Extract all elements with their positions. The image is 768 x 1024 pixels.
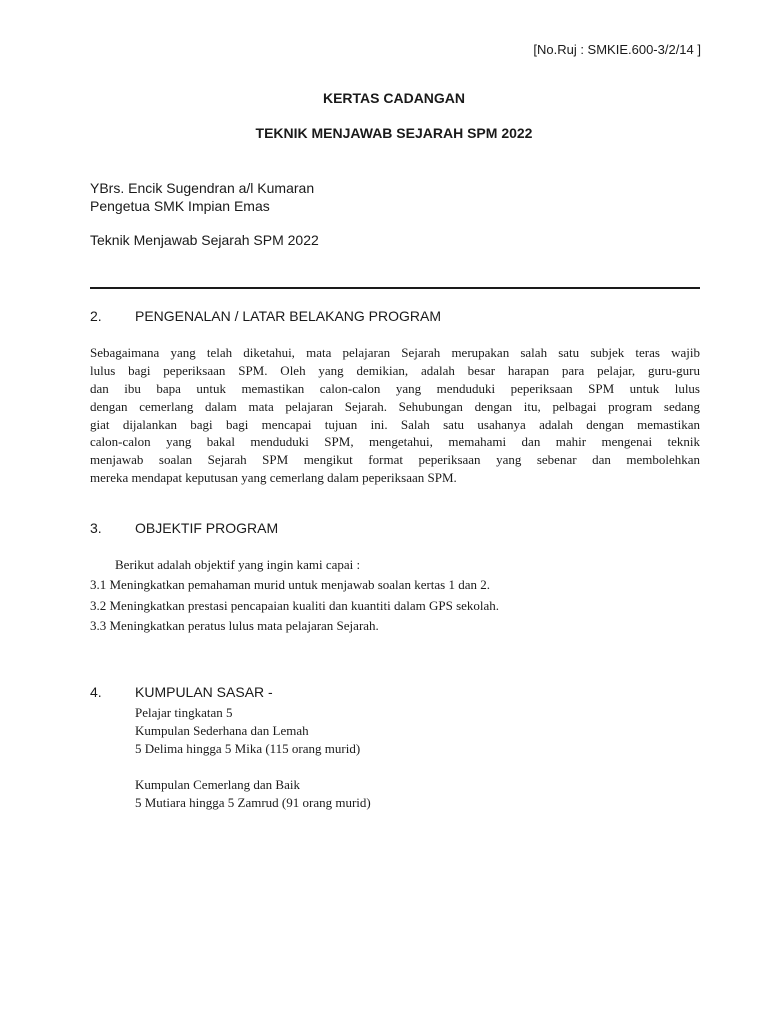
addressee-name: YBrs. Encik Sugendran a/l Kumaran xyxy=(90,180,315,196)
paragraph-line: dan ibu bapa untuk memastikan calon-calon yang menduduki peperiksaan SPM untuk lulus xyxy=(90,380,700,396)
target-group-line: Kumpulan Sederhana dan Lemah xyxy=(135,723,309,738)
paragraph-line: lulus bagi peperiksaan SPM. Oleh yang demikian, adalah besar harapan para pelajar, guru-guru xyxy=(90,362,700,378)
target-group-line: Kumpulan Cemerlang dan Baik xyxy=(135,777,300,792)
section-title: PENGENALAN / LATAR BELAKANG PROGRAM xyxy=(135,308,442,324)
target-group-line: 5 Mutiara hingga 5 Zamrud (91 orang murid) xyxy=(135,795,371,810)
section-number: 2. xyxy=(90,308,102,324)
background-paragraph xyxy=(90,344,700,487)
objective-item: 3.3 Meningkatkan peratus lulus mata pelajaran Sejarah. xyxy=(90,618,379,633)
paragraph-line: menjawab soalan Sejarah SPM mengikut format peperiksaan yang sebenar dan membolehkan xyxy=(90,452,700,468)
paragraph-line: mereka mendapat keputusan yang cemerlang dalam peperiksaan SPM. xyxy=(90,470,457,486)
paragraph-line: giat dijalankan bagi bagi mencapai tujuan ini. Salah satu usahanya adalah dengan memastikan xyxy=(90,416,700,432)
objective-item: 3.2 Meningkatkan prestasi pencapaian kualiti dan kuantiti dalam GPS sekolah. xyxy=(90,598,500,613)
target-group-line: 5 Delima hingga 5 Mika (115 orang murid) xyxy=(135,741,361,756)
divider-rule xyxy=(90,287,700,289)
subject-line: Teknik Menjawab Sejarah SPM 2022 xyxy=(90,232,319,248)
addressee-position: Pengetua SMK Impian Emas xyxy=(90,198,270,214)
document-title: KERTAS CADANGAN xyxy=(322,90,466,106)
section-number: 3. xyxy=(90,520,102,536)
section-title: KUMPULAN SASAR - xyxy=(135,684,273,700)
reference-number: [No.Ruj : SMKIE.600-3/2/14 ] xyxy=(533,42,701,57)
objective-item: 3.1 Meningkatkan pemahaman murid untuk menjawab soalan kertas 1 dan 2. xyxy=(90,577,491,592)
paragraph-line: Sebagaimana yang telah diketahui, mata pelajaran Sejarah merupakan salah satu subjek teras wajib xyxy=(90,345,700,360)
section-title: OBJEKTIF PROGRAM xyxy=(135,520,279,536)
target-group-line: Pelajar tingkatan 5 xyxy=(135,705,233,720)
paragraph-line: dengan cemerlang dalam mata pelajaran Sejarah. Sehubungan dengan itu, pelbagai program sedang xyxy=(90,398,700,414)
paragraph-line: calon-calon yang bakal menduduki SPM, mengetahui, memahami dan mahir mengenai teknik xyxy=(90,434,700,450)
document-subtitle: TEKNIK MENJAWAB SEJARAH SPM 2022 xyxy=(255,125,533,141)
section-number: 4. xyxy=(90,684,102,700)
objectives-intro: Berikut adalah objektif yang ingin kami capai : xyxy=(115,557,361,572)
